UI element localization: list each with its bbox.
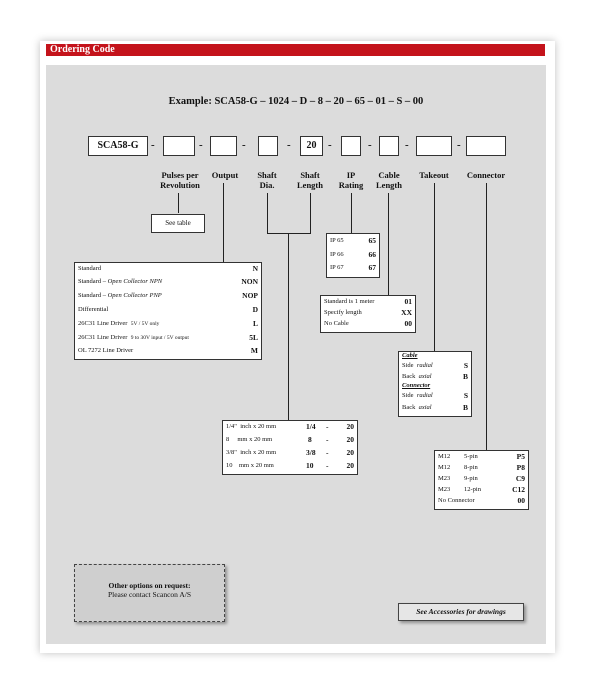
table-row: Back axial B [402, 372, 468, 381]
table-row: Specify length XX [324, 308, 412, 317]
table-row: Side radial S [402, 391, 468, 400]
table-row: Differential D [78, 305, 258, 314]
table-row: Standard – Open Collector PNP NOP [78, 291, 258, 300]
section-title-bar: Ordering Code [46, 44, 545, 56]
label-cable-length: Cable Length [376, 170, 402, 190]
label-output: Output [211, 170, 239, 180]
leader-line [434, 183, 435, 351]
code-dash: - [405, 139, 409, 151]
code-box-pulses [163, 136, 195, 156]
table-row: 1/4" inch x 20 mm 1/4 - 20 [226, 422, 354, 431]
leader-line [388, 193, 389, 295]
table-row: M12 5-pin P5 [438, 452, 525, 461]
label-shaft-length: Shaft Length [297, 170, 323, 190]
accessories-button[interactable]: See Accessories for drawings [398, 603, 524, 621]
cable-length-table [320, 295, 416, 333]
code-box-shaft-dia [258, 136, 278, 156]
table-row: 26C31 Line Driver 5V / 5V only L [78, 319, 258, 328]
table-row: Standard N [78, 264, 258, 273]
table-row: Standard is 1 meter 01 [324, 297, 412, 306]
table-row: No Cable 00 [324, 319, 412, 328]
code-box-connector [466, 136, 506, 156]
table-row: Standard – Open Collector NPN NON [78, 277, 258, 286]
takeout-table [398, 351, 472, 417]
code-dash: - [151, 139, 155, 151]
table-row: M23 9-pin C9 [438, 474, 525, 483]
code-box-ip [341, 136, 361, 156]
table-row: M23 12-pin C12 [438, 485, 525, 494]
other-options-box [74, 564, 225, 622]
label-shaft-dia: Shaft Dia. [257, 170, 277, 190]
code-dash: - [287, 139, 291, 151]
ip-rating-table [326, 233, 380, 278]
leader-line [310, 193, 311, 233]
label-takeout: Takeout [419, 170, 449, 180]
code-dash: - [242, 139, 246, 151]
table-row: Back axial B [402, 403, 468, 412]
shaft-options-table [222, 420, 358, 475]
table-row: IP 65 65 [330, 236, 376, 245]
leader-line [178, 193, 179, 213]
output-options-table [74, 262, 262, 360]
leader-line [351, 193, 352, 233]
other-options-contact: Please contact Scancon A/S [107, 590, 192, 599]
table-row: No Connector 00 [438, 496, 525, 505]
leader-line [267, 233, 311, 234]
example-code: Example: SCA58-G – 1024 – D – 8 – 20 – 65 – 01 – S – 00 [168, 96, 424, 107]
label-pulses: Pulses per Revolution [160, 170, 200, 190]
code-dash: - [368, 139, 372, 151]
table-row: 3/8" inch x 20 mm 3/8 - 20 [226, 448, 354, 457]
code-dash: - [457, 139, 461, 151]
takeout-cable-heading: Cable [402, 352, 418, 359]
other-options-title: Other options on request: [108, 581, 191, 590]
table-row: 26C31 Line Driver 9 to 30V input / 5V output 5L [78, 333, 258, 342]
label-ip-rating: IP Rating [338, 170, 364, 190]
table-row: 8 mm x 20 mm 8 - 20 [226, 435, 354, 444]
table-row: M12 8-pin P8 [438, 463, 525, 472]
code-box-shaft-length: 20 [300, 136, 323, 156]
see-table-box: See table [151, 214, 205, 233]
code-dash: - [328, 139, 332, 151]
code-dash: - [199, 139, 203, 151]
leader-line [486, 183, 487, 450]
table-row: 10 mm x 20 mm 10 - 20 [226, 461, 354, 470]
table-row: IP 67 67 [330, 263, 376, 272]
leader-line [267, 193, 268, 233]
leader-line [288, 233, 289, 420]
connector-options-table [434, 450, 529, 510]
table-row: IP 66 66 [330, 250, 376, 259]
takeout-connector-heading: Connector [402, 382, 431, 389]
table-row: OL 7272 Line Driver M [78, 346, 258, 355]
code-box-takeout [416, 136, 452, 156]
label-connector: Connector [466, 170, 506, 180]
leader-line [223, 183, 224, 262]
code-box-output [210, 136, 237, 156]
code-prefix: SCA58-G [88, 136, 148, 156]
code-box-cable [379, 136, 399, 156]
table-row: Side radial S [402, 361, 468, 370]
